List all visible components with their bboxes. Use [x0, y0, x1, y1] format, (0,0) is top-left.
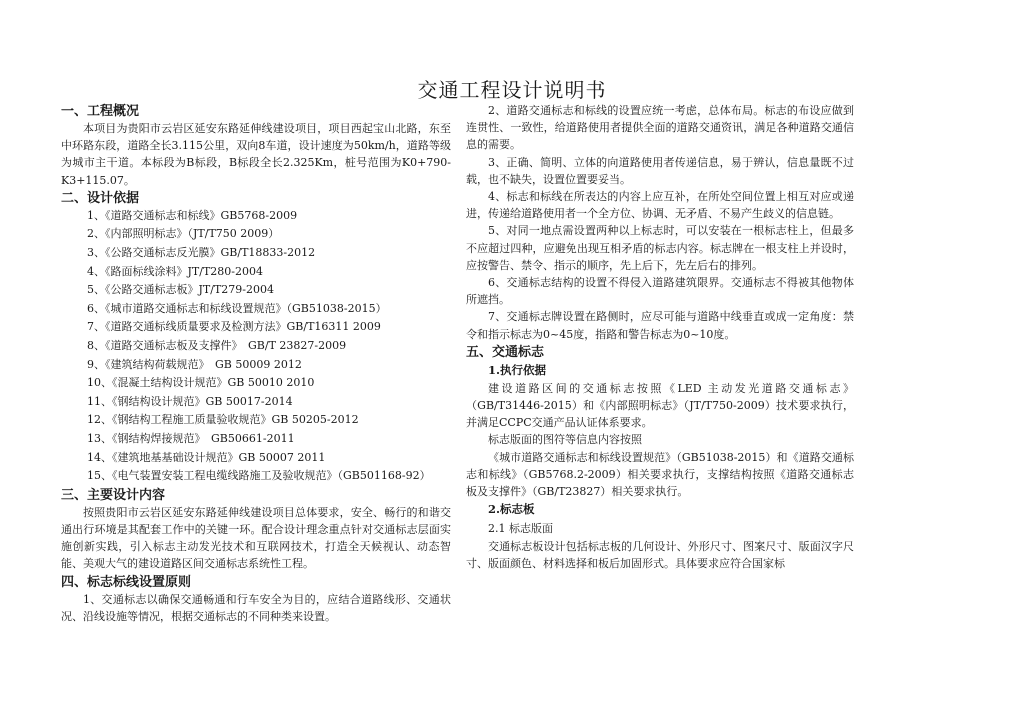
section-heading-traffic-signs: 五、交通标志 [466, 344, 545, 360]
reference-item: 2、《内部照明标志》（JT/T750 2009） [87, 227, 280, 241]
board-face-paragraph: 交通标志板设计包括标志板的几何设计、外形尺寸、图案尺寸、版面汉字尺寸、版面颜色、材料选择和板后加固形式。具体要求应符合国家标 [466, 540, 854, 571]
principle-paragraph-1: 1、交通标志以确保交通畅通和行车安全为目的，应结合道路线形、交通状况、沿线设施等情况，根据交通标志的不同种类来设置。 [61, 592, 451, 623]
reference-item: 14、《建筑地基基础设计规范》GB 50007 2011 [87, 450, 326, 464]
reference-item: 3、《公路交通标志反光膜》GB/T18833-2012 [87, 246, 316, 259]
reference-item: 12、《钢结构工程施工质量验收规范》GB 50205-2012 [87, 413, 359, 427]
principle-paragraph-7: 7、交通标志牌设置在路侧时，应尽可能与道路中线垂直或成一定角度：禁令和指示标志为0~45度，指路和警告标志为0~10度。 [466, 310, 854, 341]
subsection-heading-sign-board: 2.标志板 [488, 502, 535, 517]
principle-paragraph-2: 2、道路交通标志和标线的设置应统一考虑，总体布局。标志的布设应做到连贯性、一致性，给道路使用者提供全面的道路交通资讯，满足各种道路交通信息的需要。 [466, 104, 854, 152]
left-column [61, 102, 451, 625]
section-heading-overview: 一、工程概况 [61, 104, 140, 119]
page-title: 交通工程设计说明书 [417, 78, 607, 102]
reference-item: 1、《道路交通标志和标线》GB5768-2009 [87, 208, 298, 222]
basis-paragraph-1: 建设道路区间的交通标志按照《LED 主动发光道路交通标志》（GB/T31446-2015）和《内部照明标志》（JT/T750-2009）技术要求执行，并满足CCPC交通产品认证体系要求。 [466, 381, 854, 430]
principle-paragraph-5: 5、对同一地点需设置两种以上标志时，可以安装在一根标志柱上，但最多不应超过四种，应避免出现互相矛盾的标志内容。标志牌在一根支柱上并设时，应按警告、禁令、指示的顺序，先上后下，先左后右的排列。 [466, 224, 854, 272]
reference-list [61, 207, 451, 486]
overview-paragraph: 本项目为贵阳市云岩区延安东路延伸线建设项目，项目西起宝山北路，东至中环路东段，道路全长3.115公里，双向8车道，设计速度为50km/h，道路等级为城市主干道。本标段为B标段，B标段全长2.325Km，桩号范围为K0+790-K3+115.07。 [61, 122, 451, 187]
subsection-heading-basis: 1.执行依据 [488, 362, 547, 377]
principle-paragraph-6: 6、交通标志结构的设置不得侵入道路建筑限界。交通标志不得被其他物体所遮挡。 [466, 276, 854, 307]
reference-item: 15、《电气装置安装工程电缆线路施工及验收规范》（GB501168-92） [87, 469, 431, 483]
section-heading-basis: 二、设计依据 [61, 190, 140, 206]
basis-paragraph-3: 《城市道路交通标志和标线设置规范》（GB51038-2015）和《道路交通标志和标线》（GB5768.2-2009）相关要求执行，支撑结构按照《道路交通标志板及支撑件》（GB/T23827）相关要求执行。 [466, 450, 854, 499]
reference-item: 6、《城市道路交通标志和标线设置规范》（GB51038-2015） [87, 301, 387, 315]
reference-item: 10、《混凝土结构设计规范》GB 50010 2010 [87, 376, 315, 390]
content-paragraph: 按照贵阳市云岩区延安东路延伸线建设项目总体要求，安全、畅行的和谐交通出行环境是其配套工作中的关键一环。配合设计理念重点针对交通标志层面实施创新实践，引入标志主动发光技术和互联网技术，打造全天候视认、动态智能、美观大气的建设道路区间交通标志系统性工程。 [61, 505, 451, 571]
section-heading-content: 三、主要设计内容 [61, 487, 166, 503]
reference-item: 13、《钢结构焊接规范》 GB50661-2011 [87, 431, 295, 445]
reference-item: 7、《道路交通标线质量要求及检测方法》GB/T16311 2009 [87, 320, 381, 334]
reference-item: 8、《道路交通标志板及支撑件》 GB/T 23827-2009 [87, 338, 347, 352]
subsection-heading-board-face: 2.1 标志版面 [488, 522, 553, 536]
reference-item: 11、《钢结构设计规范》GB 50017-2014 [87, 394, 293, 408]
reference-item: 5、《公路交通标志板》JT/T279-2004 [87, 283, 274, 297]
right-column [466, 102, 854, 573]
reference-item: 9、《建筑结构荷载规范》 GB 50009 2012 [87, 357, 302, 371]
basis-paragraph-2: 标志版面的图符等信息内容按照 [488, 433, 642, 447]
reference-item: 4、《路面标线涂料》JT/T280-2004 [87, 264, 263, 278]
principle-paragraph-4: 4、标志和标线在所表达的内容上应互补，在所处空间位置上相互对应或递进，传递给道路使用者一个全方位、协调、无矛盾、不易产生歧义的信息链。 [466, 190, 854, 221]
principle-paragraph-3: 3、正确、简明、立体的向道路使用者传递信息，易于辨认，信息量既不过载，也不缺失，设置位置要妥当。 [466, 155, 854, 186]
section-heading-principles: 四、标志标线设置原则 [61, 574, 192, 590]
